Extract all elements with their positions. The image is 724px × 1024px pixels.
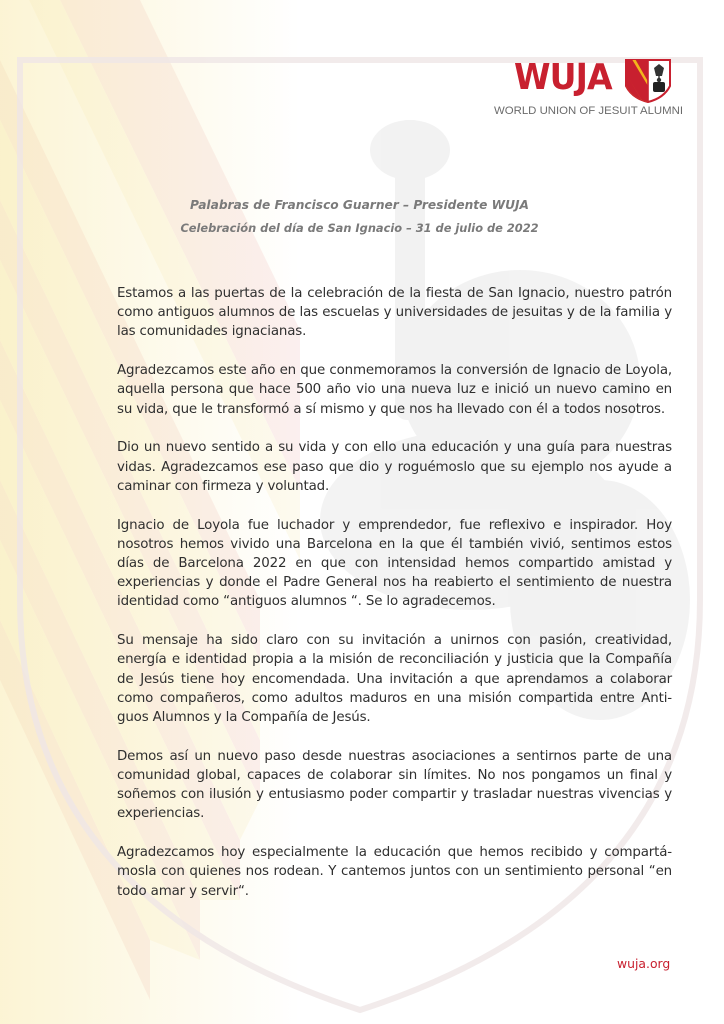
heading-subtitle: Celebración del día de San Ignacio – 31 de julio de 2022 xyxy=(180,221,539,235)
website-link[interactable]: wuja.org xyxy=(617,956,671,971)
paragraph: Estamos a las puertas de la celebración de la fiesta de San Ignacio, nuestro patrón como antiguos alumnos de las escuelas y universidades de jesuitas y de la familia y las comunidades ignacianas. xyxy=(117,286,672,340)
paragraph: Agradezcamos este año en que conmemoramos la conversión de Ignacio de Loyola, aquella persona que hace 500 año vio una nueva luz e inició un nuevo camino en su vida, que le transformó a sí mismo y que nos ha llevado con él a todos nosotros. xyxy=(117,363,672,417)
paragraph: Ignacio de Loyola fue luchador y emprendedor, fue reflexivo e inspirador. Hoy nosotros hemos vivido una Barcelona en la que él también vivió, sentimos estos días de Barcelona 2022 en que con intensidad hemos compartido amistad y experiencias y donde el Padre General nos ha reabierto el sentimiento de nuestra identidad como “antiguos alumnos “. Se lo agradecemos. xyxy=(117,517,672,610)
logo-wordmark: WUJA xyxy=(514,57,612,98)
logo-subtitle: WORLD UNION OF JESUIT ALUMNI xyxy=(494,105,684,117)
jesuit-shield-icon xyxy=(624,58,672,104)
paragraph: Dio un nuevo sentido a su vida y con ello una educación y una guía para nuestras vidas. Agradezcamos ese paso que dio y roguémoslo que su ejemplo nos ayude a caminar con firmeza y voluntad. xyxy=(117,440,672,494)
paragraph: Su mensaje ha sido claro con su invitación a unirnos con pasión, creatividad, energía e identidad propia a la misión de reconciliación y justicia que la Compañía de Jesús tiene hoy encomendada. Una invitación a que aprendamos a colaborar como compañeros, como adultos maduros en una misión compartida entre Anti-guos Alumnos y la Compañía de Jesús. xyxy=(117,633,672,726)
paragraph: Agradezcamos hoy especialmente la educación que hemos recibido y compartá-mosla con quienes nos rodean. Y cantemos juntos con un sentimiento personal “en todo amar y servir“. xyxy=(117,845,672,899)
heading-title: Palabras de Francisco Guarner – Presidente WUJA xyxy=(190,198,529,212)
wuja-logo xyxy=(492,57,684,124)
letter-body xyxy=(117,284,672,920)
paragraph: Demos así un nuevo paso desde nuestras asociaciones a sentirnos parte de una comunidad global, capaces de colaborar sin límites. No nos pongamos un final y soñemos con ilusión y entusiasmo poder compartir y trasladar nuestras vivencias y experiencias. xyxy=(117,748,672,822)
document-heading xyxy=(0,196,724,237)
